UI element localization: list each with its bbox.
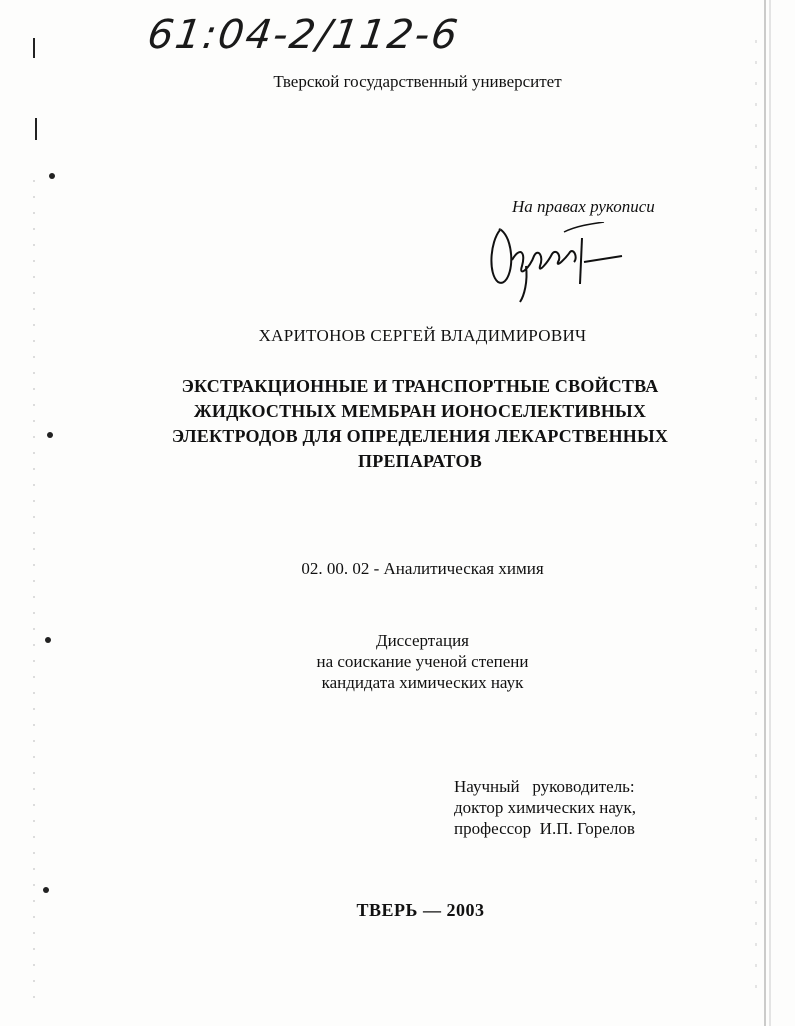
signature — [486, 222, 626, 304]
degree-statement — [0, 630, 795, 693]
title-line: ЭЛЕКТРОДОВ ДЛЯ ОПРЕДЕЛЕНИЯ ЛЕКАРСТВЕННЫХ — [171, 426, 669, 446]
supervisor-line: доктор химических наук, — [454, 798, 637, 817]
title-line: ПРЕПАРАТОВ — [358, 451, 482, 471]
title-line: ЭКСТРАКЦИОННЫЕ И ТРАНСПОРТНЫЕ СВОЙСТВА — [181, 376, 659, 396]
university-name: Тверской государственный университет — [273, 72, 562, 91]
degree-line: кандидата химических наук — [321, 673, 524, 692]
archive-code-handwritten: 61:04-2/112-6 — [144, 12, 463, 58]
author-name: ХАРИТОНОВ СЕРГЕЙ ВЛАДИМИРОВИЧ — [258, 326, 587, 345]
supervisor-line: профессор И.П. Горелов — [454, 819, 635, 838]
supervisor-block — [454, 776, 636, 839]
degree-line: на соискание ученой степени — [316, 652, 529, 671]
dissertation-title — [150, 374, 690, 474]
specialty-code: 02. 00. 02 - Аналитическая химия — [301, 559, 544, 578]
title-line: ЖИДКОСТНЫХ МЕМБРАН ИОНОСЕЛЕКТИВНЫХ — [193, 401, 647, 421]
degree-line: Диссертация — [375, 631, 469, 650]
city-year: ТВЕРЬ — 2003 — [356, 900, 485, 920]
manuscript-rights-note: На правах рукописи — [512, 197, 655, 216]
supervisor-line: Научный руководитель: — [454, 777, 635, 796]
